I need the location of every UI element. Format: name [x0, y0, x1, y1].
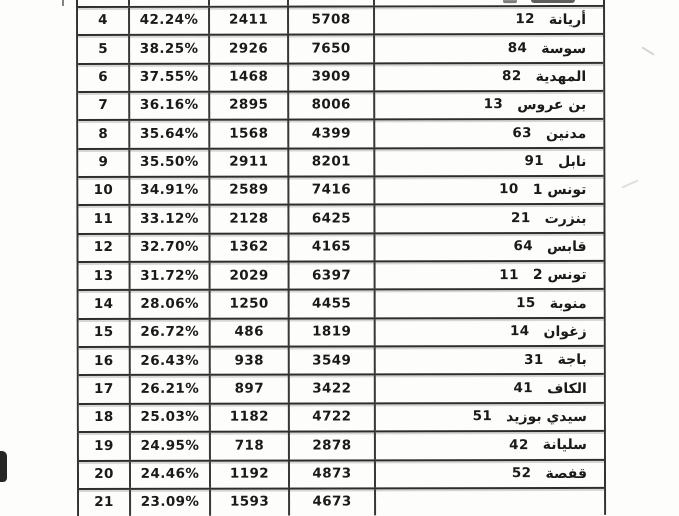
rank-cell: 6	[78, 65, 130, 91]
region-code: 82	[502, 68, 522, 85]
percent-cell	[130, 0, 210, 6]
value2-cell	[289, 0, 375, 6]
table-row	[78, 5, 603, 34]
percent-cell: 31.72%	[131, 263, 211, 290]
region-code: 64	[513, 238, 534, 255]
value2-cell: 4455	[290, 291, 376, 318]
table-row	[79, 430, 604, 459]
value1-cell: 1192	[211, 461, 290, 488]
region-name: سليانة	[542, 437, 587, 454]
region-cell	[376, 290, 604, 317]
table-row	[79, 373, 604, 402]
value1-cell	[210, 0, 289, 6]
scan-artifact	[642, 46, 655, 55]
rank-cell: 19	[79, 433, 131, 459]
value1-cell: 897	[211, 376, 290, 403]
value2-cell: 8201	[289, 149, 375, 176]
rank-cell: 9	[78, 150, 130, 176]
region-cell	[376, 347, 604, 374]
region-name: مدنين	[545, 125, 587, 142]
region-code: 91	[524, 153, 545, 170]
rank-cell: 17	[79, 376, 131, 402]
rank-cell: 7	[78, 93, 130, 119]
percent-cell: 37.55%	[130, 64, 210, 91]
illegible-text-fragment	[531, 0, 575, 3]
region-cell	[375, 120, 603, 147]
region-code: 63	[512, 124, 532, 141]
value1-cell: 486	[211, 319, 290, 346]
region-cell	[375, 35, 603, 62]
value2-cell: 6425	[289, 206, 375, 233]
table-row	[79, 260, 604, 289]
table-row	[79, 345, 604, 374]
value1-cell: 2589	[210, 178, 289, 205]
results-table	[76, 0, 606, 516]
percent-cell: 24.46%	[131, 461, 211, 488]
percent-cell: 23.09%	[131, 490, 211, 516]
percent-cell: 24.95%	[131, 433, 211, 460]
region-code: 41	[513, 379, 534, 396]
region-code: 51	[472, 408, 493, 425]
rank-cell: 18	[79, 405, 131, 431]
value1-cell: 1468	[210, 64, 289, 91]
scan-artifact	[0, 451, 7, 482]
region-cell	[376, 432, 604, 459]
value1-cell: 1362	[210, 234, 289, 261]
rank-cell: 13	[79, 263, 131, 289]
rank-cell: 11	[78, 206, 130, 232]
rank-cell: 21	[79, 490, 131, 516]
value2-cell: 4873	[290, 461, 376, 488]
region-code: 52	[511, 464, 532, 482]
region-cell	[376, 262, 604, 289]
value2-cell: 5708	[289, 7, 375, 34]
value2-cell: 8006	[289, 92, 375, 119]
region-name: المهدية	[535, 68, 587, 85]
value1-cell: 938	[211, 348, 290, 375]
value2-cell: 3549	[290, 347, 376, 374]
rank-cell: 4	[78, 8, 130, 34]
region-name: تونس 2	[532, 267, 587, 284]
region-name: الكاف	[547, 380, 587, 397]
region-cell	[375, 149, 603, 176]
value1-cell: 2411	[210, 8, 289, 35]
region-name: نابل	[558, 153, 587, 170]
scan-artifact	[62, 0, 64, 6]
region-cell	[376, 404, 604, 431]
table-row	[78, 147, 603, 176]
region-code: 42	[509, 436, 529, 453]
region-code: 13	[483, 96, 504, 113]
percent-cell: 35.64%	[130, 121, 210, 148]
region-name: بنزرت	[544, 210, 587, 227]
rank-cell	[78, 0, 130, 6]
value1-cell: 1182	[211, 404, 290, 431]
rank-cell: 8	[78, 121, 130, 147]
table-body	[78, 5, 604, 516]
region-cell	[375, 205, 603, 232]
table-row	[79, 317, 604, 346]
region-code: 10	[499, 181, 519, 198]
value2-cell: 7650	[289, 36, 375, 63]
value1-cell: 1593	[211, 489, 290, 516]
percent-cell: 28.06%	[131, 291, 211, 318]
table-row	[79, 458, 604, 487]
region-cell	[376, 319, 604, 346]
value1-cell: 1250	[211, 291, 290, 318]
table-row	[79, 487, 604, 516]
value1-cell: 1568	[210, 121, 289, 148]
region-cell	[376, 489, 604, 516]
percent-cell: 25.03%	[131, 405, 211, 432]
value2-cell: 3909	[289, 64, 375, 91]
value1-cell: 2911	[210, 149, 289, 176]
percent-cell: 32.70%	[130, 234, 210, 261]
region-name: أريانة	[548, 12, 587, 29]
percent-cell: 36.16%	[130, 93, 210, 120]
region-name: تونس 1	[532, 182, 587, 199]
region-name: زغوان	[543, 323, 587, 340]
value1-cell: 2926	[210, 36, 289, 63]
region-cell	[375, 234, 603, 261]
table-row	[79, 288, 604, 317]
region-cell	[375, 92, 603, 119]
percent-cell: 42.24%	[130, 8, 210, 35]
region-code: 15	[516, 294, 536, 311]
value2-cell: 4722	[290, 404, 376, 431]
value1-cell: 2029	[211, 263, 290, 290]
region-cell	[375, 7, 603, 34]
region-cell	[375, 0, 603, 5]
illegible-text-fragment	[503, 0, 517, 3]
region-name: باجة	[557, 352, 587, 369]
scan-artifact	[621, 179, 638, 188]
region-name: قفصة	[545, 465, 588, 482]
percent-cell: 35.50%	[130, 149, 210, 176]
region-cell	[376, 460, 604, 487]
region-name: قابس	[547, 238, 587, 255]
region-name: سيدي بوزيد	[506, 408, 587, 426]
rank-cell: 16	[79, 348, 131, 374]
region-code: 31	[524, 351, 544, 368]
value2-cell: 2878	[290, 433, 376, 460]
region-name: منوبة	[549, 295, 587, 312]
region-code: 14	[509, 323, 530, 340]
table-row	[78, 62, 603, 91]
rank-cell: 5	[78, 36, 130, 62]
region-cell	[375, 64, 603, 91]
rank-cell: 14	[79, 291, 131, 317]
region-code: 12	[515, 11, 535, 28]
table-row	[78, 175, 603, 204]
table-row	[78, 232, 603, 261]
region-cell	[376, 375, 604, 402]
region-name: سوسة	[541, 40, 587, 57]
region-name: بن عروس	[517, 97, 587, 114]
value2-cell: 4673	[290, 489, 376, 516]
region-code: 21	[511, 209, 531, 226]
region-cell	[375, 177, 603, 204]
rank-cell: 15	[79, 320, 131, 346]
percent-cell: 34.91%	[130, 178, 210, 205]
region-code: 84	[507, 39, 528, 56]
table-row	[78, 33, 603, 62]
percent-cell: 26.43%	[131, 348, 211, 375]
region-code: 11	[499, 266, 519, 283]
table-row	[78, 118, 603, 147]
value2-cell: 4165	[289, 234, 375, 261]
percent-cell: 33.12%	[130, 206, 210, 233]
value1-cell: 718	[211, 433, 290, 460]
value1-cell: 2128	[210, 206, 289, 233]
value2-cell: 3422	[290, 376, 376, 403]
value1-cell: 2895	[210, 93, 289, 120]
table-row	[78, 203, 603, 232]
value2-cell: 6397	[290, 262, 376, 289]
value2-cell: 4399	[289, 121, 375, 148]
table-row	[78, 90, 603, 119]
value2-cell: 7416	[289, 177, 375, 204]
percent-cell: 26.21%	[131, 376, 211, 403]
table-row	[79, 402, 604, 431]
rank-cell: 10	[78, 178, 130, 204]
percent-cell: 38.25%	[130, 36, 210, 63]
rank-cell: 12	[78, 235, 130, 261]
percent-cell: 26.72%	[131, 319, 211, 346]
value2-cell: 1819	[290, 319, 376, 346]
rank-cell: 20	[79, 461, 131, 487]
